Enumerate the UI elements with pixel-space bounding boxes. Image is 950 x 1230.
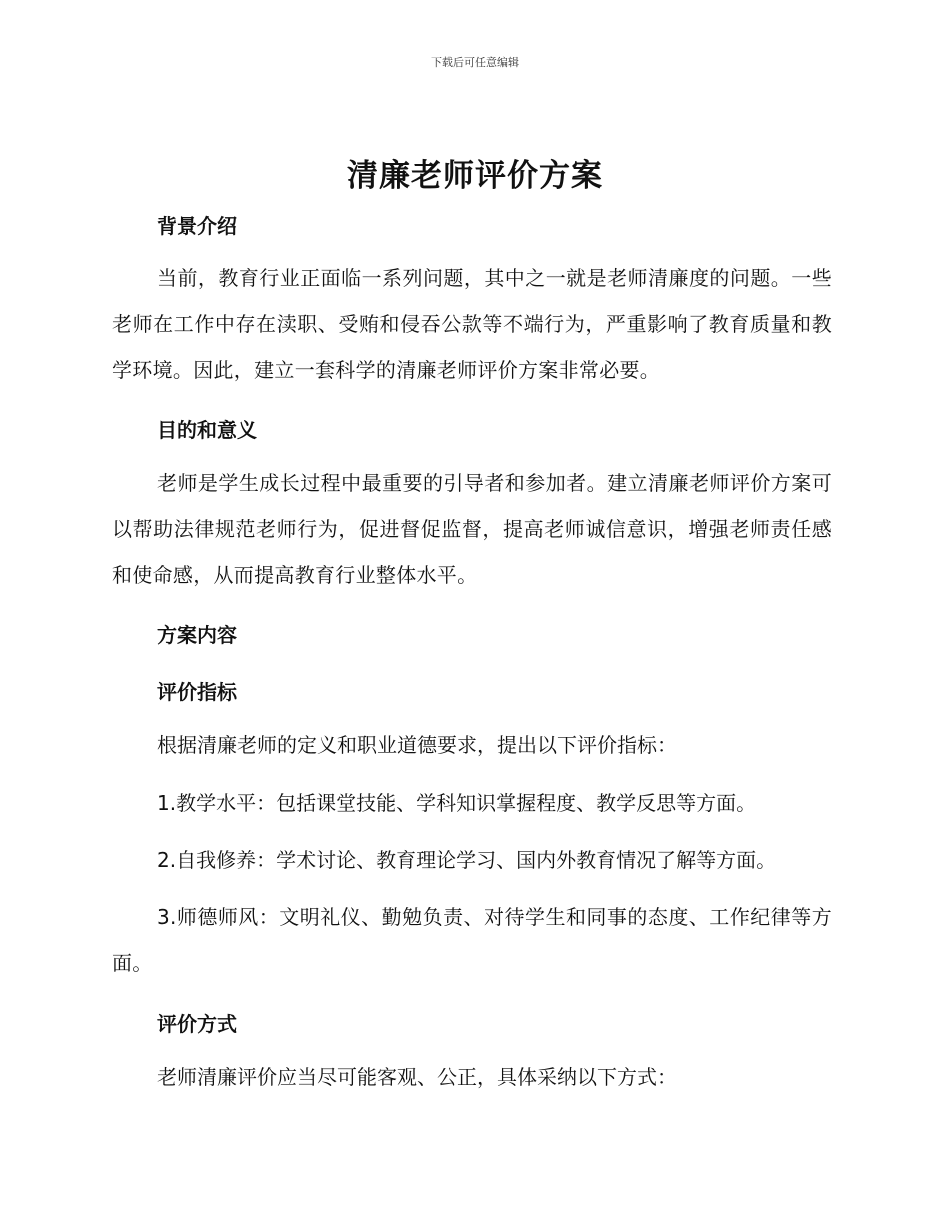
page-header-note: 下载后可任意编辑	[431, 56, 519, 69]
list-item-indicator-2: 2.自我修养：学术讨论、教育理论学习、国内外教育情况了解等方面。	[157, 848, 777, 872]
document-title: 清廉老师评价方案	[347, 158, 603, 194]
section-heading-purpose: 目的和意义	[157, 418, 257, 442]
list-item-indicator-1: 1.教学水平：包括课堂技能、学科知识掌握程度、教学反思等方面。	[157, 791, 757, 815]
paragraph-background: 当前，教育行业正面临一系列问题，其中之一就是老师清廉度的问题。一些老师在工作中存在渎职、受贿和侵吞公款等不端行为，严重影响了教育质量和教学环境。因此，建立一套科学的清廉老师评价方案非常必要。	[112, 266, 832, 382]
list-item-indicator-3: 3.师德师风：文明礼仪、勤勉负责、对待学生和同事的态度、工作纪律等方面。	[112, 905, 832, 975]
section-heading-methods: 评价方式	[157, 1012, 237, 1036]
paragraph-purpose: 老师是学生成长过程中最重要的引导者和参加者。建立清廉老师评价方案可以帮助法律规范老师行为，促进督促监督，提高老师诚信意识，增强老师责任感和使命感，从而提高教育行业整体水平。	[112, 471, 832, 587]
section-heading-content: 方案内容	[157, 623, 237, 647]
paragraph-methods-intro: 老师清廉评价应当尽可能客观、公正，具体采纳以下方式：	[157, 1065, 677, 1089]
section-heading-background: 背景介绍	[157, 214, 237, 238]
section-heading-indicators: 评价指标	[157, 680, 237, 704]
paragraph-indicators-intro: 根据清廉老师的定义和职业道德要求，提出以下评价指标：	[157, 733, 677, 757]
